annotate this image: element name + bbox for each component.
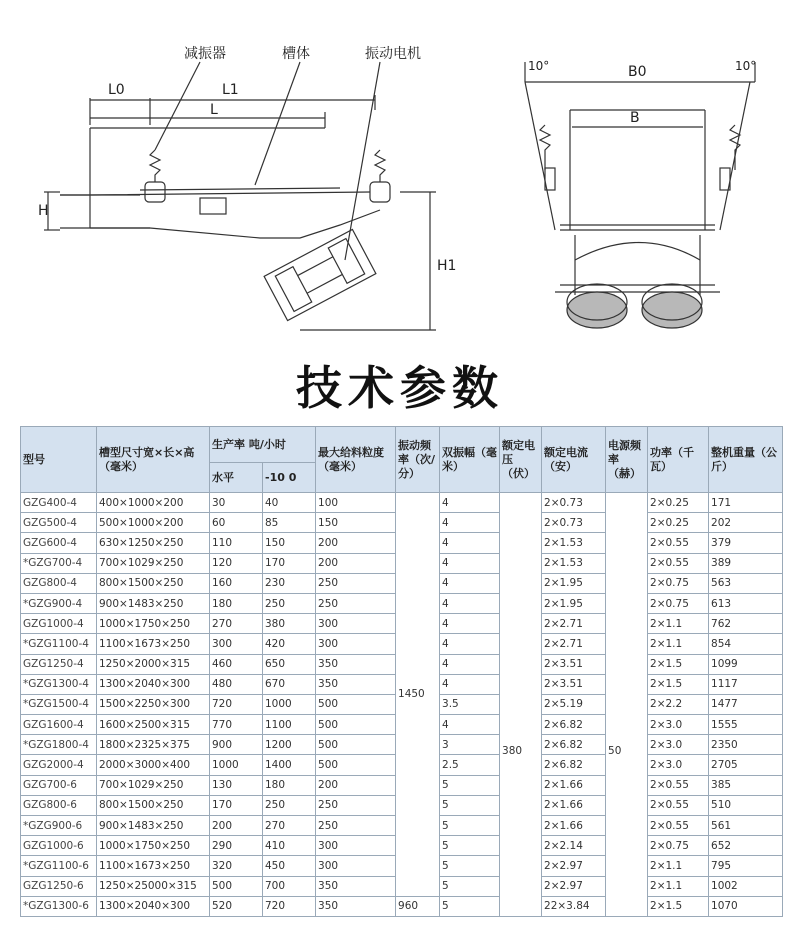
cell-capacity-horizontal: 460	[210, 654, 263, 674]
cell-capacity-incline: 150	[263, 533, 316, 553]
cell-capacity-incline: 700	[263, 876, 316, 896]
cell-weight: 563	[709, 573, 783, 593]
cell-weight: 1002	[709, 876, 783, 896]
cell-max-size: 250	[316, 816, 396, 836]
label-motor: 振动电机	[365, 46, 421, 62]
cell-max-size: 200	[316, 553, 396, 573]
header-voltage: 额定电压（伏）	[500, 427, 542, 493]
cell-power: 2×2.2	[648, 694, 709, 714]
header-capacity: 生产率 吨/小时	[210, 427, 316, 463]
cell-capacity-incline: 1200	[263, 735, 316, 755]
label-B0: B0	[628, 64, 647, 80]
cell-power: 2×3.0	[648, 735, 709, 755]
cell-capacity-incline: 410	[263, 836, 316, 856]
cell-max-size: 500	[316, 735, 396, 755]
cell-capacity-incline: 40	[263, 493, 316, 513]
cell-model: GZG700-6	[21, 775, 97, 795]
label-L: L	[210, 102, 218, 118]
cell-weight: 1070	[709, 896, 783, 916]
cell-capacity-incline: 170	[263, 553, 316, 573]
cell-trough-size: 1100×1673×250	[97, 634, 210, 654]
cell-weight: 1099	[709, 654, 783, 674]
cell-trough-size: 900×1483×250	[97, 593, 210, 613]
cell-vib-freq: 960	[396, 896, 440, 916]
cell-model: *GZG1300-6	[21, 896, 97, 916]
cell-trough-size: 700×1029×250	[97, 553, 210, 573]
cell-current: 2×6.82	[542, 755, 606, 775]
cell-max-size: 300	[316, 634, 396, 654]
cell-capacity-incline: 720	[263, 896, 316, 916]
cell-max-size: 250	[316, 573, 396, 593]
spec-table-container	[20, 426, 782, 917]
cell-current: 2×3.51	[542, 654, 606, 674]
cell-power: 2×3.0	[648, 715, 709, 735]
cell-max-size: 100	[316, 493, 396, 513]
cell-amplitude: 5	[440, 836, 500, 856]
cell-power: 2×0.75	[648, 836, 709, 856]
cell-capacity-incline: 85	[263, 513, 316, 533]
header-weight: 整机重量（公斤）	[709, 427, 783, 493]
cell-vib-freq: 1450	[396, 493, 440, 897]
cell-trough-size: 1300×2040×300	[97, 674, 210, 694]
cell-amplitude: 5	[440, 816, 500, 836]
cell-max-size: 150	[316, 513, 396, 533]
label-damper: 减振器	[184, 46, 226, 62]
header-power-freq: 电源频率（赫）	[606, 427, 648, 493]
cell-capacity-horizontal: 770	[210, 715, 263, 735]
cell-amplitude: 4	[440, 553, 500, 573]
cell-max-size: 300	[316, 856, 396, 876]
spec-table	[20, 426, 783, 917]
cell-model: GZG800-6	[21, 795, 97, 815]
label-L1: L1	[222, 82, 239, 98]
cell-amplitude: 2.5	[440, 755, 500, 775]
cell-power: 2×0.55	[648, 795, 709, 815]
cell-model: GZG600-4	[21, 533, 97, 553]
cell-amplitude: 4	[440, 715, 500, 735]
cell-capacity-incline: 1100	[263, 715, 316, 735]
cell-trough-size: 1000×1750×250	[97, 614, 210, 634]
cell-trough-size: 1600×2500×315	[97, 715, 210, 735]
cell-power: 2×1.1	[648, 856, 709, 876]
cell-current: 2×1.53	[542, 553, 606, 573]
cell-capacity-horizontal: 320	[210, 856, 263, 876]
cell-power: 2×0.55	[648, 553, 709, 573]
cell-capacity-horizontal: 290	[210, 836, 263, 856]
cell-capacity-incline: 670	[263, 674, 316, 694]
cell-current: 2×1.66	[542, 775, 606, 795]
cell-weight: 510	[709, 795, 783, 815]
cell-amplitude: 5	[440, 795, 500, 815]
spec-table-body	[21, 493, 783, 917]
cell-current: 2×6.82	[542, 715, 606, 735]
cell-model: *GZG1500-4	[21, 694, 97, 714]
cell-capacity-horizontal: 270	[210, 614, 263, 634]
header-max-size: 最大给料粒度（毫米）	[316, 427, 396, 493]
cell-trough-size: 800×1500×250	[97, 795, 210, 815]
cell-capacity-horizontal: 110	[210, 533, 263, 553]
cell-trough-size: 1000×1750×250	[97, 836, 210, 856]
cell-model: GZG1600-4	[21, 715, 97, 735]
cell-amplitude: 4	[440, 593, 500, 613]
table-row	[21, 896, 783, 916]
cell-current: 2×1.95	[542, 593, 606, 613]
cell-current: 2×1.66	[542, 795, 606, 815]
cell-capacity-horizontal: 130	[210, 775, 263, 795]
cell-current: 2×0.73	[542, 493, 606, 513]
cell-power: 2×0.55	[648, 775, 709, 795]
cell-model: *GZG1800-4	[21, 735, 97, 755]
cell-max-size: 500	[316, 715, 396, 735]
cell-power: 2×0.25	[648, 493, 709, 513]
page-title: 技术参数	[296, 361, 504, 415]
cell-max-size: 350	[316, 654, 396, 674]
cell-weight: 561	[709, 816, 783, 836]
cell-amplitude: 5	[440, 896, 500, 916]
cell-amplitude: 5	[440, 856, 500, 876]
label-trough: 槽体	[282, 46, 310, 62]
cell-capacity-horizontal: 120	[210, 553, 263, 573]
cell-weight: 1477	[709, 694, 783, 714]
label-B: B	[630, 110, 640, 126]
cell-model: GZG500-4	[21, 513, 97, 533]
cell-weight: 2705	[709, 755, 783, 775]
cell-capacity-horizontal: 900	[210, 735, 263, 755]
cell-current: 2×2.97	[542, 876, 606, 896]
label-L0: L0	[108, 82, 125, 98]
cell-capacity-incline: 450	[263, 856, 316, 876]
cell-max-size: 350	[316, 876, 396, 896]
header-current: 额定电流（安）	[542, 427, 606, 493]
cell-current: 2×6.82	[542, 735, 606, 755]
cell-capacity-horizontal: 720	[210, 694, 263, 714]
cell-weight: 202	[709, 513, 783, 533]
header-amplitude: 双振幅（毫米）	[440, 427, 500, 493]
header-vib-freq: 振动频率（次/分）	[396, 427, 440, 493]
cell-power: 2×1.5	[648, 674, 709, 694]
cell-model: GZG1250-4	[21, 654, 97, 674]
cell-weight: 171	[709, 493, 783, 513]
cell-max-size: 350	[316, 896, 396, 916]
cell-trough-size: 1250×2000×315	[97, 654, 210, 674]
cell-capacity-incline: 250	[263, 795, 316, 815]
cell-weight: 379	[709, 533, 783, 553]
cell-capacity-horizontal: 200	[210, 816, 263, 836]
cell-capacity-horizontal: 520	[210, 896, 263, 916]
cell-max-size: 500	[316, 694, 396, 714]
cell-capacity-incline: 650	[263, 654, 316, 674]
cell-power: 2×3.0	[648, 755, 709, 775]
cell-trough-size: 700×1029×250	[97, 775, 210, 795]
cell-trough-size: 1500×2250×300	[97, 694, 210, 714]
cell-model: GZG1000-6	[21, 836, 97, 856]
cell-amplitude: 4	[440, 614, 500, 634]
cell-capacity-incline: 230	[263, 573, 316, 593]
cell-weight: 385	[709, 775, 783, 795]
cell-current: 2×1.53	[542, 533, 606, 553]
cell-weight: 389	[709, 553, 783, 573]
cell-power-freq: 50	[606, 493, 648, 917]
cell-amplitude: 4	[440, 654, 500, 674]
cell-amplitude: 5	[440, 775, 500, 795]
cell-max-size: 300	[316, 614, 396, 634]
cell-current: 2×2.14	[542, 836, 606, 856]
cell-weight: 762	[709, 614, 783, 634]
cell-capacity-horizontal: 500	[210, 876, 263, 896]
cell-max-size: 300	[316, 836, 396, 856]
cell-power: 2×0.75	[648, 593, 709, 613]
cell-capacity-incline: 1000	[263, 694, 316, 714]
cell-max-size: 250	[316, 593, 396, 613]
cell-capacity-horizontal: 60	[210, 513, 263, 533]
cell-capacity-incline: 270	[263, 816, 316, 836]
cell-power: 2×1.1	[648, 614, 709, 634]
cell-model: *GZG1100-6	[21, 856, 97, 876]
cell-capacity-incline: 380	[263, 614, 316, 634]
technical-drawing	[0, 0, 800, 350]
cell-max-size: 200	[316, 533, 396, 553]
cell-weight: 613	[709, 593, 783, 613]
cell-amplitude: 4	[440, 674, 500, 694]
cell-weight: 854	[709, 634, 783, 654]
cell-current: 2×1.66	[542, 816, 606, 836]
label-angle-left: 10°	[528, 59, 550, 73]
cell-trough-size: 1300×2040×300	[97, 896, 210, 916]
cell-power: 2×0.75	[648, 573, 709, 593]
cell-model: *GZG900-6	[21, 816, 97, 836]
cell-max-size: 500	[316, 755, 396, 775]
cell-current: 2×0.73	[542, 513, 606, 533]
cell-capacity-horizontal: 480	[210, 674, 263, 694]
cell-capacity-horizontal: 160	[210, 573, 263, 593]
cell-capacity-horizontal: 300	[210, 634, 263, 654]
cell-trough-size: 900×1483×250	[97, 816, 210, 836]
cell-current: 2×2.97	[542, 856, 606, 876]
cell-capacity-incline: 250	[263, 593, 316, 613]
cell-power: 2×0.25	[648, 513, 709, 533]
cell-amplitude: 4	[440, 513, 500, 533]
cell-amplitude: 4	[440, 533, 500, 553]
cell-current: 22×3.84	[542, 896, 606, 916]
cell-weight: 1117	[709, 674, 783, 694]
cell-model: *GZG900-4	[21, 593, 97, 613]
cell-trough-size: 500×1000×200	[97, 513, 210, 533]
header-model: 型号	[21, 427, 97, 493]
header-capacity-incline: -10 0	[263, 463, 316, 493]
cell-current: 2×2.71	[542, 634, 606, 654]
cell-max-size: 200	[316, 775, 396, 795]
cell-trough-size: 1250×25000×315	[97, 876, 210, 896]
cell-current: 2×3.51	[542, 674, 606, 694]
cell-capacity-horizontal: 180	[210, 593, 263, 613]
cell-power: 2×0.55	[648, 533, 709, 553]
cell-current: 2×1.95	[542, 573, 606, 593]
header-power: 功率（千瓦）	[648, 427, 709, 493]
cell-model: GZG2000-4	[21, 755, 97, 775]
label-H1: H1	[437, 258, 457, 274]
cell-model: *GZG1300-4	[21, 674, 97, 694]
cell-current: 2×5.19	[542, 694, 606, 714]
cell-voltage: 380	[500, 493, 542, 917]
cell-capacity-horizontal: 1000	[210, 755, 263, 775]
header-trough-size: 槽型尺寸宽×长×高（毫米）	[97, 427, 210, 493]
cell-trough-size: 630×1250×250	[97, 533, 210, 553]
label-H: H	[38, 203, 49, 219]
cell-power: 2×0.55	[648, 816, 709, 836]
cell-weight: 2350	[709, 735, 783, 755]
cell-model: GZG1250-6	[21, 876, 97, 896]
cell-max-size: 350	[316, 674, 396, 694]
cell-power: 2×1.5	[648, 896, 709, 916]
cell-amplitude: 5	[440, 876, 500, 896]
cell-capacity-horizontal: 170	[210, 795, 263, 815]
cell-capacity-incline: 1400	[263, 755, 316, 775]
cell-capacity-incline: 180	[263, 775, 316, 795]
cell-trough-size: 400×1000×200	[97, 493, 210, 513]
cell-model: *GZG1100-4	[21, 634, 97, 654]
cell-weight: 795	[709, 856, 783, 876]
cell-amplitude: 4	[440, 634, 500, 654]
cell-model: GZG1000-4	[21, 614, 97, 634]
cell-model: GZG800-4	[21, 573, 97, 593]
cell-amplitude: 3	[440, 735, 500, 755]
cell-weight: 652	[709, 836, 783, 856]
cell-amplitude: 4	[440, 493, 500, 513]
cell-capacity-horizontal: 30	[210, 493, 263, 513]
cell-power: 2×1.1	[648, 634, 709, 654]
cell-model: *GZG700-4	[21, 553, 97, 573]
cell-trough-size: 2000×3000×400	[97, 755, 210, 775]
cell-trough-size: 1800×2325×375	[97, 735, 210, 755]
table-row	[21, 493, 783, 513]
label-angle-right: 10°	[735, 59, 757, 73]
cell-max-size: 250	[316, 795, 396, 815]
cell-weight: 1555	[709, 715, 783, 735]
cell-trough-size: 800×1500×250	[97, 573, 210, 593]
cell-trough-size: 1100×1673×250	[97, 856, 210, 876]
cell-current: 2×2.71	[542, 614, 606, 634]
header-capacity-horizontal: 水平	[210, 463, 263, 493]
cell-power: 2×1.5	[648, 654, 709, 674]
cell-model: GZG400-4	[21, 493, 97, 513]
cell-capacity-incline: 420	[263, 634, 316, 654]
cell-amplitude: 3.5	[440, 694, 500, 714]
cell-amplitude: 4	[440, 573, 500, 593]
cell-power: 2×1.1	[648, 876, 709, 896]
